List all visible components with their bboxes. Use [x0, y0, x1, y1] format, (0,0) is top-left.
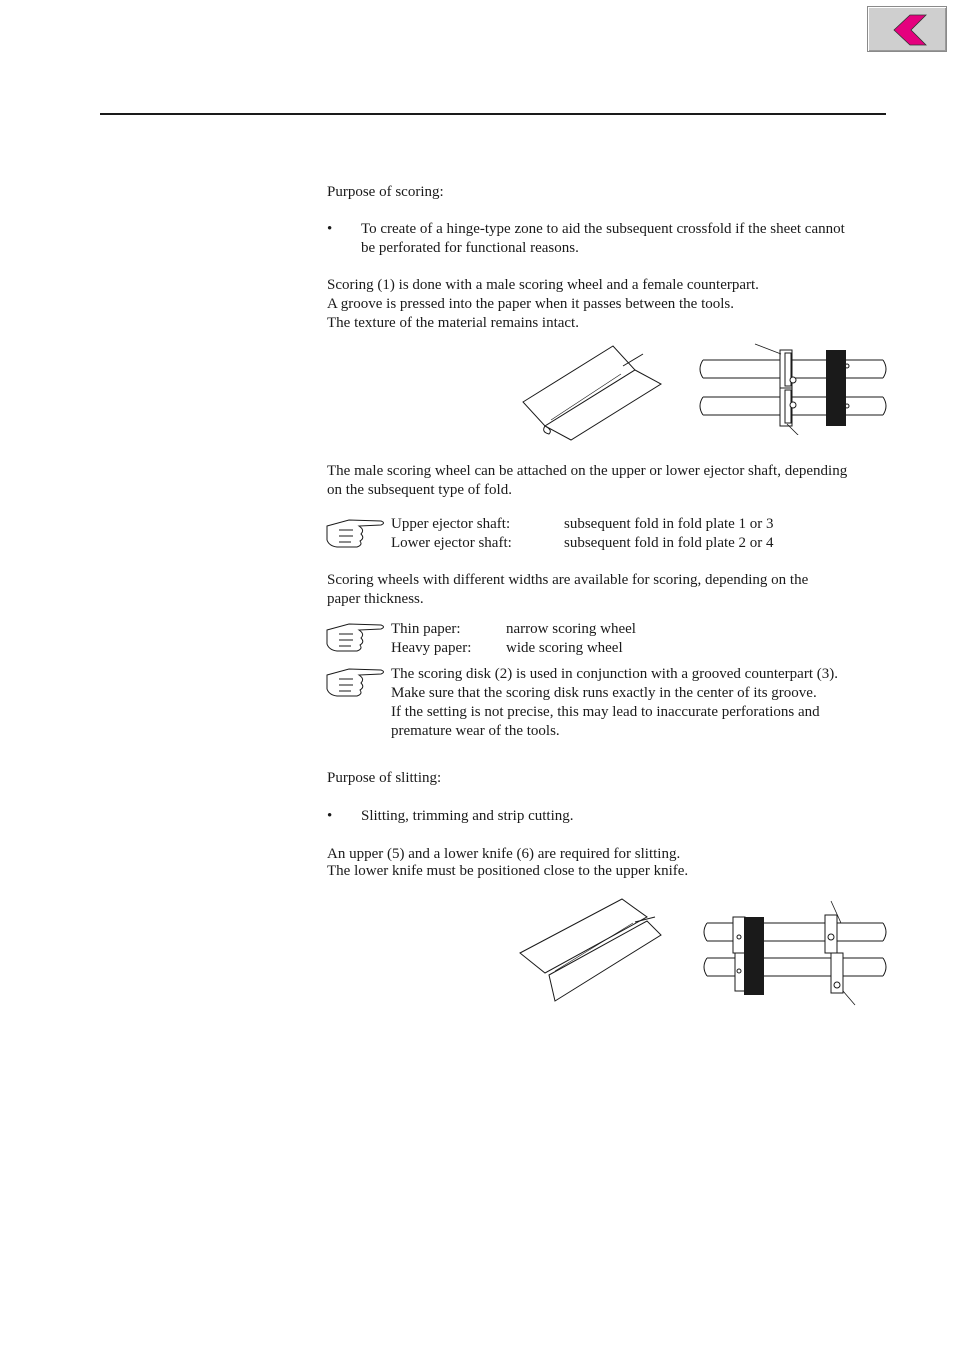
back-button[interactable] — [867, 6, 947, 52]
bullet-symbol: • — [327, 221, 333, 237]
slitting-bullet-line1: Slitting, trimming and strip cutting. — [361, 808, 574, 824]
scoring-attach-line2: on the subsequent type of fold. — [327, 482, 512, 498]
chevron-left-icon — [868, 7, 946, 51]
scored-paper-illustration — [515, 340, 675, 450]
scoring-shafts-illustration — [695, 340, 890, 435]
shaft-table-row — [391, 515, 774, 534]
paper-value: wide scoring wheel — [506, 640, 623, 656]
slitting-desc-line2: The lower knife must be positioned close to the upper knife. — [327, 863, 689, 879]
paper-value: narrow scoring wheel — [506, 621, 636, 637]
shaft-value: subsequent fold in fold plate 2 or 4 — [564, 535, 774, 551]
disk-note-line: premature wear of the tools. — [391, 723, 560, 739]
slitting-purpose-heading: Purpose of slitting: — [327, 770, 442, 786]
pointing-hand-icon — [325, 516, 387, 550]
disk-note-line: Make sure that the scoring disk runs exactly in the center of its groove. — [391, 685, 817, 701]
pointing-hand-icon — [325, 620, 387, 654]
pointing-hand-icon — [325, 665, 387, 699]
shaft-label: Lower ejector shaft: — [391, 535, 512, 551]
scoring-attach-line1: The male scoring wheel can be attached on the upper or lower ejector shaft, depending — [327, 463, 848, 479]
shaft-table-row — [391, 534, 774, 553]
header-rule — [100, 113, 886, 115]
shaft-value: subsequent fold in fold plate 1 or 3 — [564, 516, 774, 532]
shaft-table — [391, 515, 774, 553]
paper-table — [391, 620, 636, 658]
shaft-label: Upper ejector shaft: — [391, 516, 511, 532]
bullet-symbol: • — [327, 808, 333, 824]
paper-label: Heavy paper: — [391, 640, 472, 656]
scoring-purpose-heading: Purpose of scoring: — [327, 184, 444, 200]
disk-note-line: If the setting is not precise, this may lead to inaccurate perforations and — [391, 704, 820, 720]
scoring-desc-line3: The texture of the material remains intact. — [327, 315, 579, 331]
paper-table-row — [391, 639, 636, 658]
slit-paper-illustration — [515, 895, 675, 1010]
disk-note — [391, 665, 838, 741]
scoring-bullet-line1: To create of a hinge-type zone to aid the subsequent crossfold if the sheet cannot — [361, 221, 845, 237]
disk-note-line: The scoring disk (2) is used in conjunction with a grooved counterpart (3). — [391, 666, 838, 682]
slitting-knives-illustration — [695, 895, 890, 1007]
scoring-bullet-line2: be perforated for functional reasons. — [361, 240, 579, 256]
slitting-desc-line1: An upper (5) and a lower knife (6) are required for slitting. — [327, 846, 681, 862]
paper-label: Thin paper: — [391, 621, 461, 637]
paper-table-row — [391, 620, 636, 639]
scoring-widths-line2: paper thickness. — [327, 591, 424, 607]
scoring-widths-line1: Scoring wheels with different widths are available for scoring, depending on the — [327, 572, 809, 588]
scoring-desc-line2: A groove is pressed into the paper when it passes between the tools. — [327, 296, 734, 312]
scoring-desc-line1: Scoring (1) is done with a male scoring wheel and a female counterpart. — [327, 277, 759, 293]
